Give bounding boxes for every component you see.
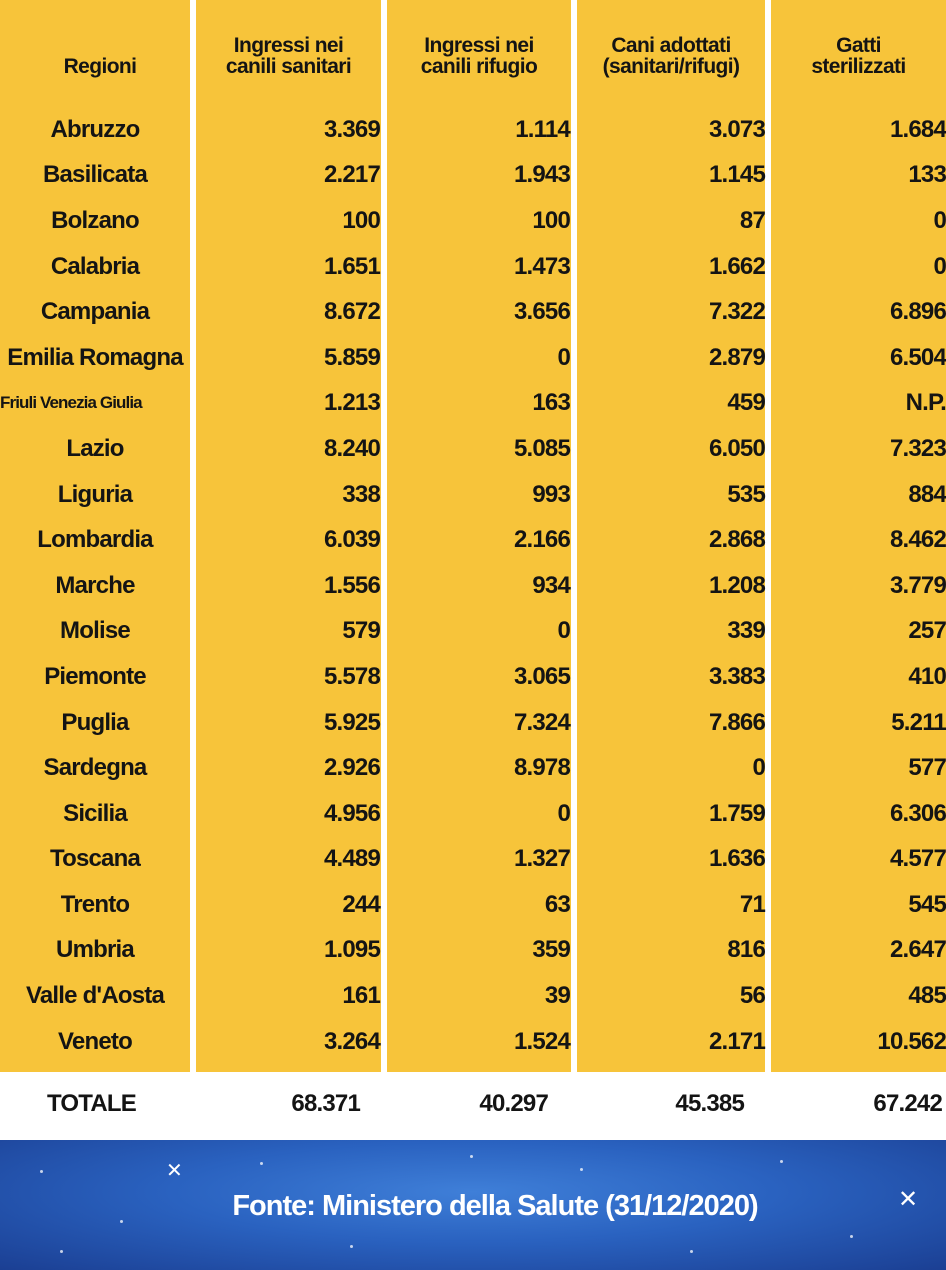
- region-cell: Liguria: [57, 480, 133, 508]
- star-dot: [690, 1250, 693, 1253]
- cani-adottati-cell: 3.383: [708, 662, 765, 690]
- table-row: [0, 335, 946, 381]
- table-row: [0, 654, 946, 700]
- header-ingressi-rifugio: Ingressi nei canili rifugio: [420, 34, 538, 78]
- star-dot: [580, 1168, 583, 1171]
- table-row: [0, 563, 946, 609]
- star-dot: [850, 1235, 853, 1238]
- ingressi-rifugio-cell: 0: [557, 799, 570, 827]
- gatti-sterilizzati-cell: 6.896: [889, 298, 946, 326]
- cani-adottati-cell: 339: [727, 617, 765, 645]
- footer-banner: [0, 1140, 946, 1270]
- data-table: [0, 107, 946, 1064]
- gatti-sterilizzati-cell: 2.647: [889, 936, 946, 964]
- region-cell: Sardegna: [43, 754, 147, 782]
- gatti-sterilizzati-cell: 5.211: [891, 708, 946, 736]
- sparkle-icon: ✕: [166, 1160, 183, 1182]
- region-cell: Bolzano: [51, 206, 139, 234]
- ingressi-rifugio-cell: 1.473: [513, 252, 570, 280]
- region-cell: Valle d'Aosta: [25, 982, 165, 1010]
- star-dot: [40, 1170, 43, 1173]
- gatti-sterilizzati-cell: 884: [908, 480, 946, 508]
- cani-adottati-cell: 6.050: [708, 434, 765, 462]
- totals-col4: 67.242: [873, 1090, 942, 1117]
- region-cell: Trento: [60, 890, 130, 918]
- gatti-sterilizzati-cell: N.P.: [905, 389, 946, 417]
- header-gatti-sterilizzati: Gatti sterilizzati: [811, 34, 906, 78]
- gatti-sterilizzati-cell: 7.323: [889, 434, 946, 462]
- gatti-sterilizzati-cell: 6.306: [889, 799, 946, 827]
- ingressi-rifugio-cell: 0: [557, 343, 570, 371]
- cani-adottati-cell: 459: [727, 389, 765, 417]
- ingressi-rifugio-cell: 8.978: [513, 754, 570, 782]
- ingressi-sanitari-cell: 244: [342, 890, 380, 918]
- ingressi-sanitari-cell: 8.672: [323, 298, 380, 326]
- region-cell: Molise: [60, 617, 130, 645]
- region-cell: Emilia Romagna: [7, 343, 183, 371]
- cani-adottati-cell: 7.866: [708, 708, 765, 736]
- ingressi-rifugio-cell: 0: [557, 617, 570, 645]
- cani-adottati-cell: 816: [727, 936, 765, 964]
- table-row: [0, 426, 946, 472]
- ingressi-rifugio-cell: 163: [532, 389, 570, 417]
- cani-adottati-cell: 1.759: [708, 799, 765, 827]
- table-row: [0, 745, 946, 791]
- cani-adottati-cell: 0: [752, 754, 765, 782]
- ingressi-sanitari-cell: 338: [342, 480, 380, 508]
- gatti-sterilizzati-cell: 545: [908, 890, 946, 918]
- region-cell: Puglia: [61, 708, 129, 736]
- gatti-sterilizzati-cell: 133: [908, 161, 946, 189]
- region-cell: Sicilia: [63, 799, 127, 827]
- ingressi-sanitari-cell: 2.217: [323, 161, 380, 189]
- region-cell: Basilicata: [42, 161, 148, 189]
- cani-adottati-cell: 2.879: [708, 343, 765, 371]
- ingressi-sanitari-cell: 4.489: [323, 845, 380, 873]
- ingressi-sanitari-cell: 3.264: [323, 1027, 380, 1055]
- cani-adottati-cell: 1.145: [708, 161, 765, 189]
- region-cell: Campania: [40, 298, 150, 326]
- gatti-sterilizzati-cell: 577: [908, 754, 946, 782]
- star-dot: [780, 1160, 783, 1163]
- totals-col2: 40.297: [479, 1090, 548, 1117]
- table-row: [0, 153, 946, 199]
- table-row: [0, 609, 946, 655]
- table-row: [0, 882, 946, 928]
- cani-adottati-cell: 7.322: [708, 298, 765, 326]
- table-row: [0, 517, 946, 563]
- ingressi-sanitari-cell: 100: [342, 206, 380, 234]
- star-dot: [260, 1162, 263, 1165]
- ingressi-rifugio-cell: 2.166: [513, 526, 570, 554]
- cani-adottati-cell: 2.868: [708, 526, 765, 554]
- ingressi-rifugio-cell: 39: [544, 982, 570, 1010]
- cani-adottati-cell: 2.171: [708, 1027, 765, 1055]
- gatti-sterilizzati-cell: 10.562: [877, 1027, 946, 1055]
- region-cell: Lazio: [66, 434, 124, 462]
- table-row: [0, 472, 946, 518]
- cani-adottati-cell: 1.662: [708, 252, 765, 280]
- totals-label: TOTALE: [47, 1090, 136, 1117]
- source-caption: Fonte: Ministero della Salute (31/12/2020): [232, 1190, 758, 1222]
- gatti-sterilizzati-cell: 8.462: [889, 526, 946, 554]
- ingressi-rifugio-cell: 1.943: [513, 161, 570, 189]
- ingressi-sanitari-cell: 2.926: [323, 754, 380, 782]
- ingressi-sanitari-cell: 579: [342, 617, 380, 645]
- cani-adottati-cell: 3.073: [708, 115, 765, 143]
- table-row: [0, 700, 946, 746]
- gatti-sterilizzati-cell: 4.577: [889, 845, 946, 873]
- ingressi-sanitari-cell: 1.556: [323, 571, 380, 599]
- table-row: [0, 244, 946, 290]
- totals-row: [0, 1072, 946, 1140]
- cani-adottati-cell: 56: [739, 982, 765, 1010]
- table-row: [0, 107, 946, 153]
- cani-adottati-cell: 535: [727, 480, 765, 508]
- gatti-sterilizzati-cell: 6.504: [889, 343, 946, 371]
- ingressi-rifugio-cell: 3.656: [513, 298, 570, 326]
- ingressi-rifugio-cell: 1.114: [515, 115, 570, 143]
- ingressi-sanitari-cell: 161: [342, 982, 380, 1010]
- table-row: [0, 928, 946, 974]
- table-row: [0, 973, 946, 1019]
- ingressi-rifugio-cell: 1.524: [513, 1027, 570, 1055]
- header-regioni: Regioni: [63, 55, 137, 78]
- ingressi-sanitari-cell: 3.369: [323, 115, 380, 143]
- ingressi-rifugio-cell: 63: [544, 890, 570, 918]
- star-dot: [350, 1245, 353, 1248]
- gatti-sterilizzati-cell: 410: [908, 662, 946, 690]
- ingressi-rifugio-cell: 5.085: [513, 434, 570, 462]
- region-cell: Veneto: [58, 1027, 132, 1055]
- ingressi-rifugio-cell: 359: [532, 936, 570, 964]
- ingressi-rifugio-cell: 3.065: [513, 662, 570, 690]
- table-row: [0, 198, 946, 244]
- table-body: [0, 107, 946, 1064]
- ingressi-rifugio-cell: 934: [532, 571, 570, 599]
- table-row: [0, 381, 946, 427]
- region-cell: Abruzzo: [50, 115, 140, 143]
- region-cell: Friuli Venezia Giulia: [0, 393, 142, 413]
- ingressi-sanitari-cell: 1.095: [323, 936, 380, 964]
- table-row: [0, 791, 946, 837]
- header-cani-adottati: Cani adottati (sanitari/rifugi): [602, 34, 740, 78]
- cani-adottati-cell: 1.636: [708, 845, 765, 873]
- ingressi-sanitari-cell: 4.956: [323, 799, 380, 827]
- ingressi-sanitari-cell: 1.213: [323, 389, 380, 417]
- gatti-sterilizzati-cell: 1.684: [889, 115, 946, 143]
- ingressi-sanitari-cell: 5.859: [323, 343, 380, 371]
- table-row: [0, 1019, 946, 1065]
- cani-adottati-cell: 1.208: [708, 571, 765, 599]
- header-ingressi-sanitari: Ingressi nei canili sanitari: [225, 34, 352, 78]
- region-cell: Toscana: [50, 845, 140, 873]
- sparkle-icon: ✕: [898, 1186, 919, 1213]
- totals-col1: 68.371: [291, 1090, 360, 1117]
- region-cell: Lombardia: [37, 526, 153, 554]
- region-cell: Umbria: [56, 936, 134, 964]
- star-dot: [60, 1250, 63, 1253]
- ingressi-sanitari-cell: 6.039: [323, 526, 380, 554]
- region-cell: Piemonte: [44, 662, 146, 690]
- table-row: [0, 837, 946, 883]
- ingressi-rifugio-cell: 7.324: [513, 708, 570, 736]
- region-cell: Marche: [55, 571, 135, 599]
- gatti-sterilizzati-cell: 485: [908, 982, 946, 1010]
- star-dot: [470, 1155, 473, 1158]
- ingressi-rifugio-cell: 100: [532, 206, 570, 234]
- cani-adottati-cell: 87: [739, 206, 765, 234]
- ingressi-sanitari-cell: 5.925: [323, 708, 380, 736]
- cani-adottati-cell: 71: [739, 890, 765, 918]
- gatti-sterilizzati-cell: 0: [933, 206, 946, 234]
- ingressi-rifugio-cell: 1.327: [513, 845, 570, 873]
- table-row: [0, 289, 946, 335]
- ingressi-sanitari-cell: 1.651: [323, 252, 380, 280]
- gatti-sterilizzati-cell: 3.779: [889, 571, 946, 599]
- gatti-sterilizzati-cell: 0: [933, 252, 946, 280]
- ingressi-sanitari-cell: 8.240: [323, 434, 380, 462]
- ingressi-rifugio-cell: 993: [532, 480, 570, 508]
- totals-col3: 45.385: [675, 1090, 744, 1117]
- ingressi-sanitari-cell: 5.578: [323, 662, 380, 690]
- gatti-sterilizzati-cell: 257: [908, 617, 946, 645]
- region-cell: Calabria: [50, 252, 140, 280]
